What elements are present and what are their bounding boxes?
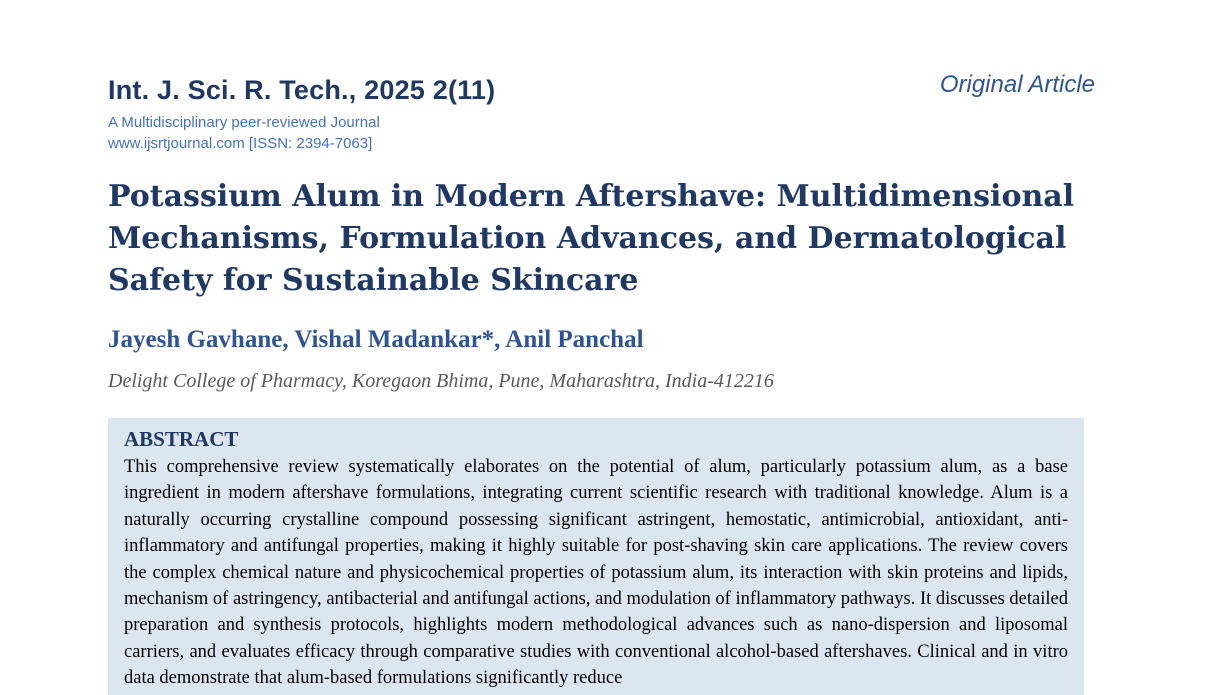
- author-list: Jayesh Gavhane, Vishal Madankar*, Anil Panchal: [108, 326, 644, 353]
- journal-website-issn: www.ijsrtjournal.com [ISSN: 2394-7063]: [108, 135, 373, 152]
- article-type-label: Original Article: [939, 71, 1095, 98]
- abstract-text: This comprehensive review systematically elaborates on the potential of alum, particularly potassium alum, as a base ingredient in modern aftershave formulations, integrating current scientific research with traditional knowledge. Alum is a naturally occurring crystalline compound possessing significant astringent, hemostatic, antimicrobial, antioxidant, anti-inflammatory and antifungal properties, making it highly suitable for post-shaving skin care applications. The review covers the complex chemical nature and physicochemical properties of potassium alum, its interaction with skin proteins and lipids, mechanism of astringency, antibacterial and antifungal actions, and modulation of inflammatory pathways. It discusses detailed preparation and synthesis protocols, highlights modern methodological advances such as nano-dispersion and liposomal carriers, and evaluates efficacy through comparative studies with conventional alcohol-based aftershaves. Clinical and in vitro data demonstrate that alum-based formulations significantly reduce: [124, 457, 1068, 689]
- journal-subtitle: A Multidisciplinary peer-reviewed Journal: [108, 114, 380, 131]
- author-affiliation: Delight College of Pharmacy, Koregaon Bhima, Pune, Maharashtra, India-412216: [108, 370, 774, 392]
- abstract-section: [108, 418, 1084, 695]
- abstract-heading: ABSTRACT: [124, 427, 239, 451]
- paper-title: Potassium Alum in Modern Aftershave: Multidimensional Mechanisms, Formulation Advances, and Dermatological Safety for Sustainable Skincare: [108, 179, 1075, 298]
- journal-citation: Int. J. Sci. R. Tech., 2025 2(11): [108, 75, 496, 105]
